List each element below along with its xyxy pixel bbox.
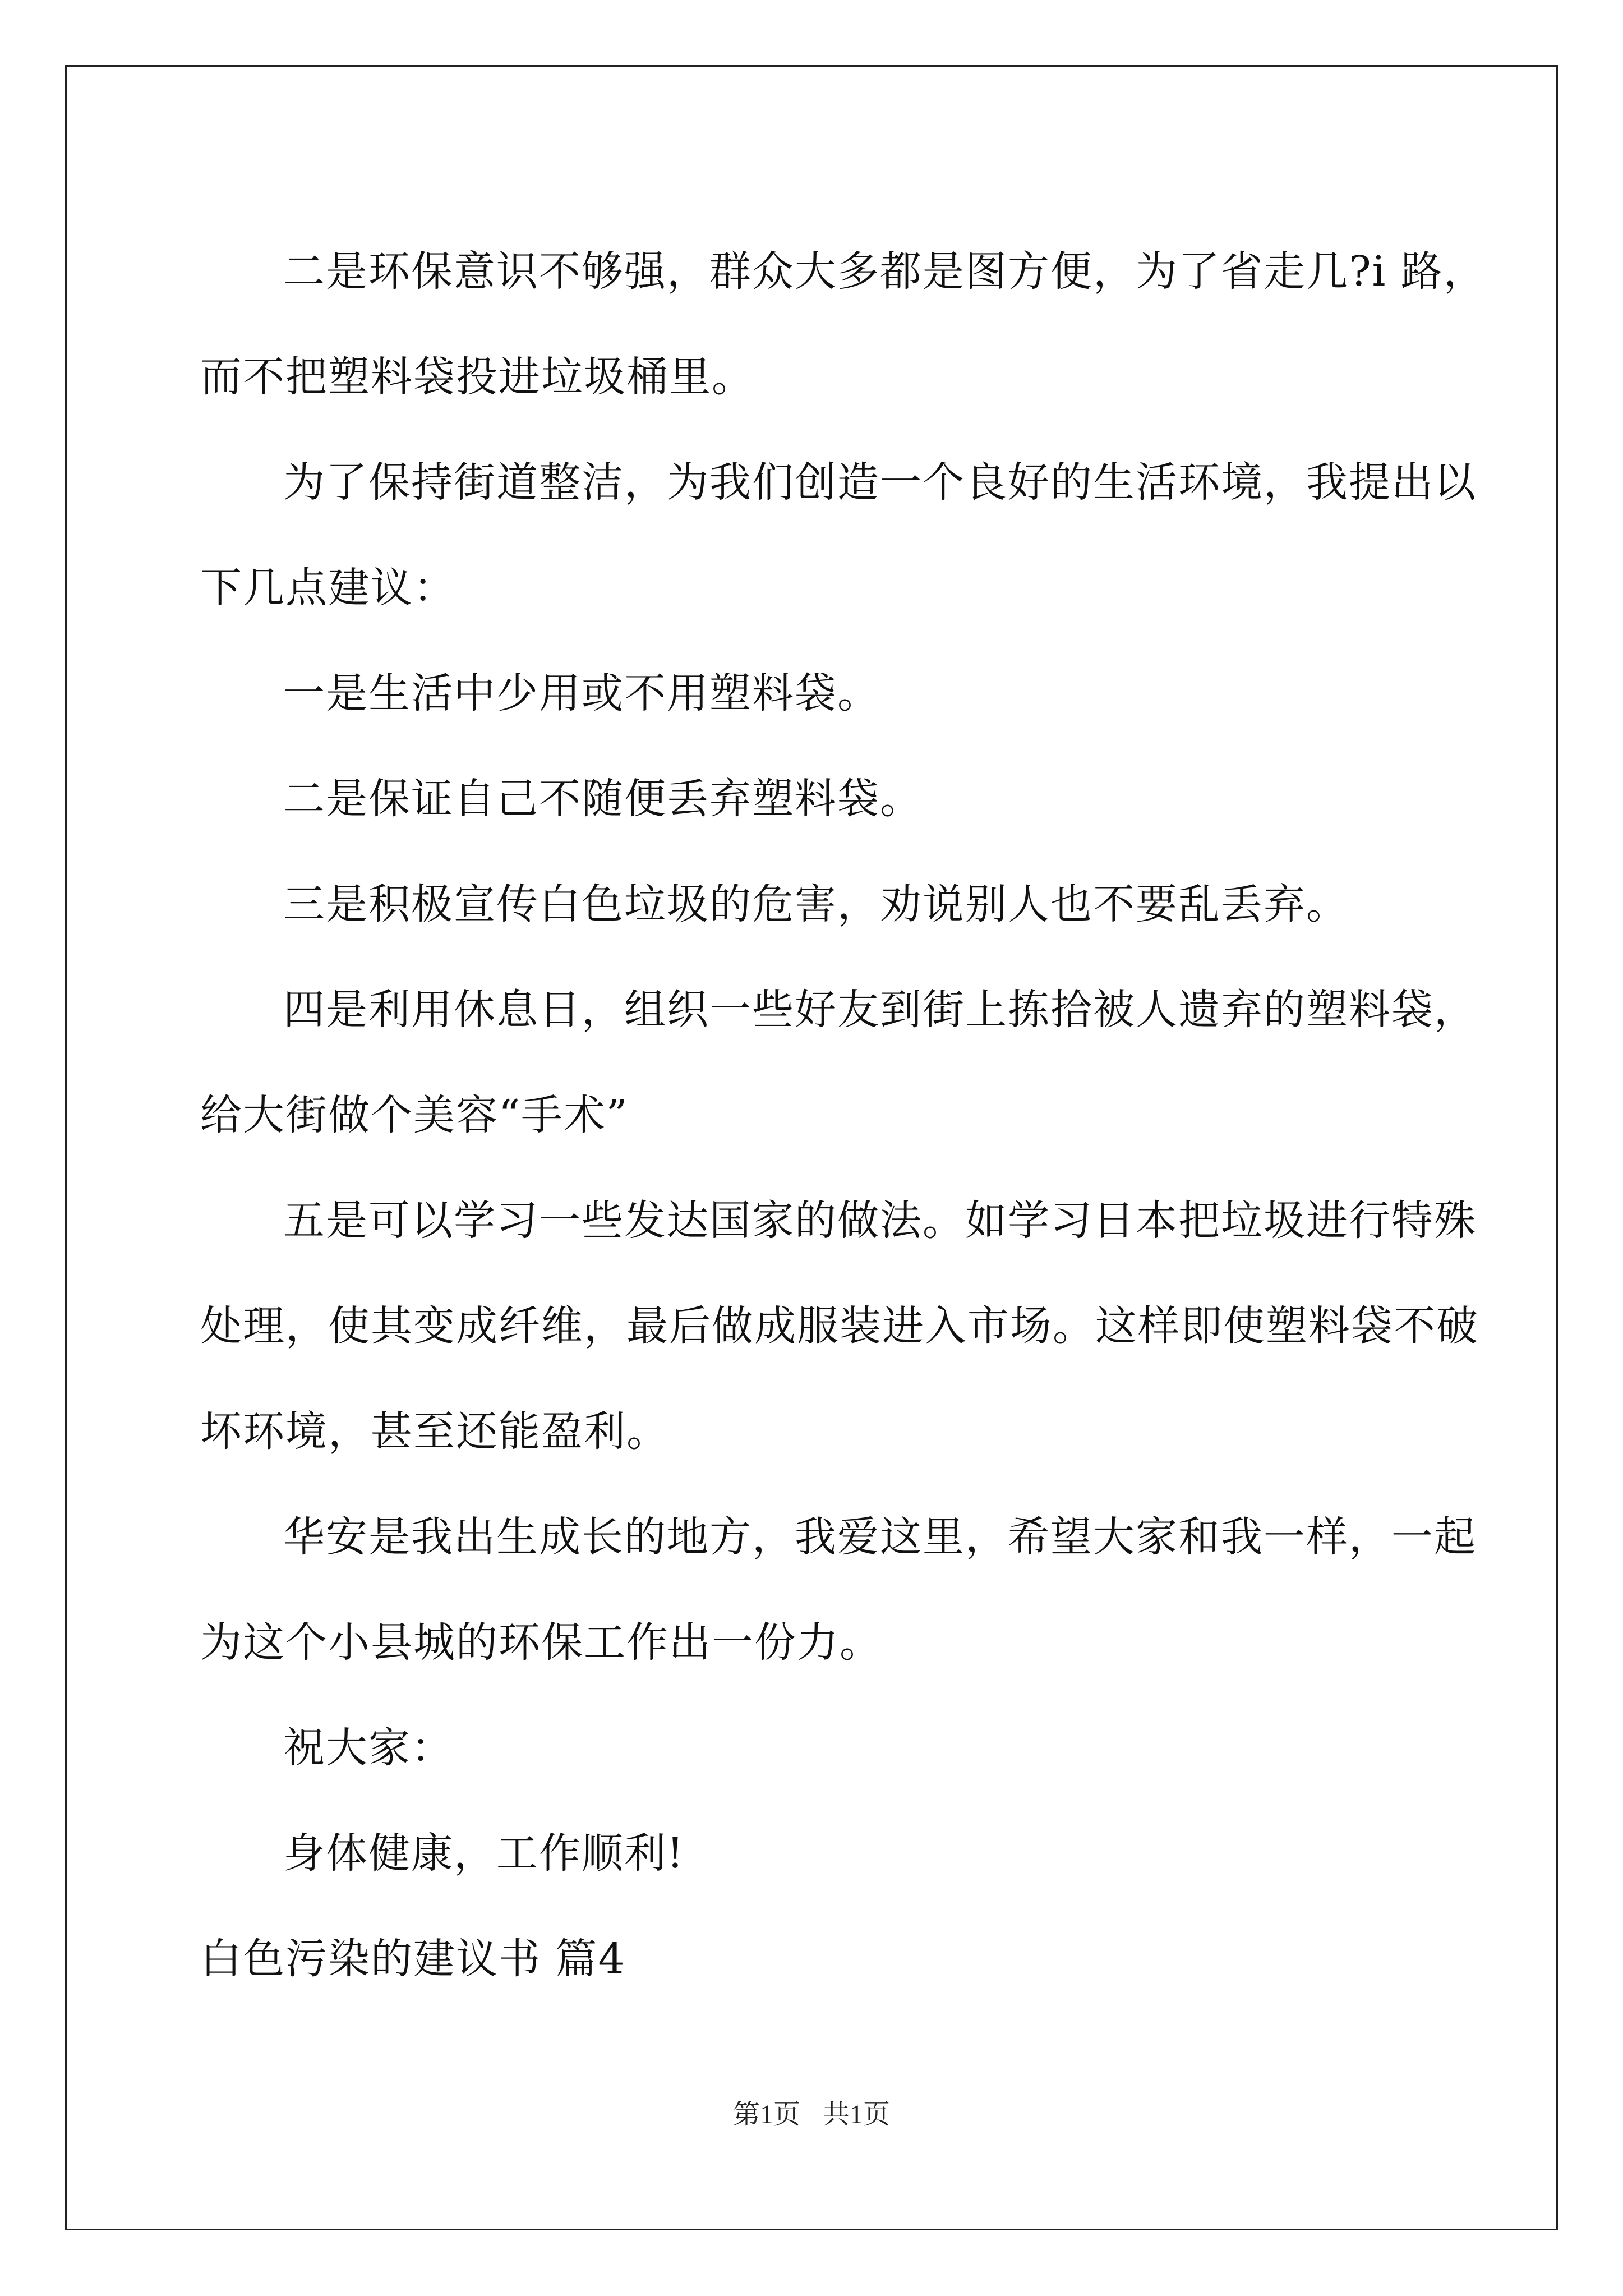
paragraph-line: 为了保持街道整洁，为我们创造一个良好的生活环境，我提出以 [283, 458, 1477, 507]
wishes [200, 1801, 1445, 1906]
paragraph-line: 给大街做个美容“手术” [200, 1091, 629, 1139]
page-footer [0, 2098, 1623, 2132]
suggestion-2 [200, 746, 1445, 852]
page-total: 共1页 [823, 2100, 891, 2129]
paragraph-line: 坏环境，甚至还能盈利。 [200, 1407, 669, 1456]
suggestion-3 [200, 852, 1445, 957]
paragraph-line: 而不把塑料袋投进垃圾桶里。 [200, 353, 754, 401]
paragraph-line: 一是生活中少用或不用塑料袋。 [283, 669, 880, 717]
paragraph-line: 祝大家： [283, 1724, 454, 1772]
suggestion-1 [200, 641, 1445, 746]
page-number: 第1页 [732, 2100, 800, 2129]
paragraph-line: 处理，使其变成纤维，最后做成服装进入市场。这样即使塑料袋不破 [200, 1302, 1479, 1350]
paragraph-2 [200, 430, 1477, 641]
greeting [200, 1695, 1445, 1801]
suggestion-5 [200, 1168, 1479, 1484]
paragraph-line: 四是利用休息日，组织一些好友到街上拣拾被人遗弃的塑料袋， [283, 986, 1477, 1034]
closing-paragraph [200, 1484, 1477, 1695]
paragraph-line: 身体健康，工作顺利! [283, 1829, 685, 1878]
paragraph-line: 华安是我出生成长的地方，我爱这里，希望大家和我一样，一起 [283, 1513, 1477, 1561]
paragraph-line: 三是积极宣传白色垃圾的危害，劝说别人也不要乱丢弃。 [283, 880, 1349, 928]
section-heading: 白色污染的建议书 篇4 [200, 1935, 626, 1983]
suggestion-4 [200, 957, 1477, 1168]
document-body [200, 219, 1486, 2012]
paragraph-1 [200, 219, 1486, 430]
paragraph-line: 下几点建议： [200, 564, 456, 612]
paragraph-line: 二是环保意识不够强，群众大多都是图方便，为了省走几?i 路， [283, 247, 1486, 296]
paragraph-line: 五是可以学习一些发达国家的做法。如学习日本把垃圾进行特殊 [283, 1197, 1477, 1245]
paragraph-line: 为这个小县城的环保工作出一份力。 [200, 1618, 882, 1667]
paragraph-line: 二是保证自己不随便丢弃塑料袋。 [283, 775, 923, 823]
